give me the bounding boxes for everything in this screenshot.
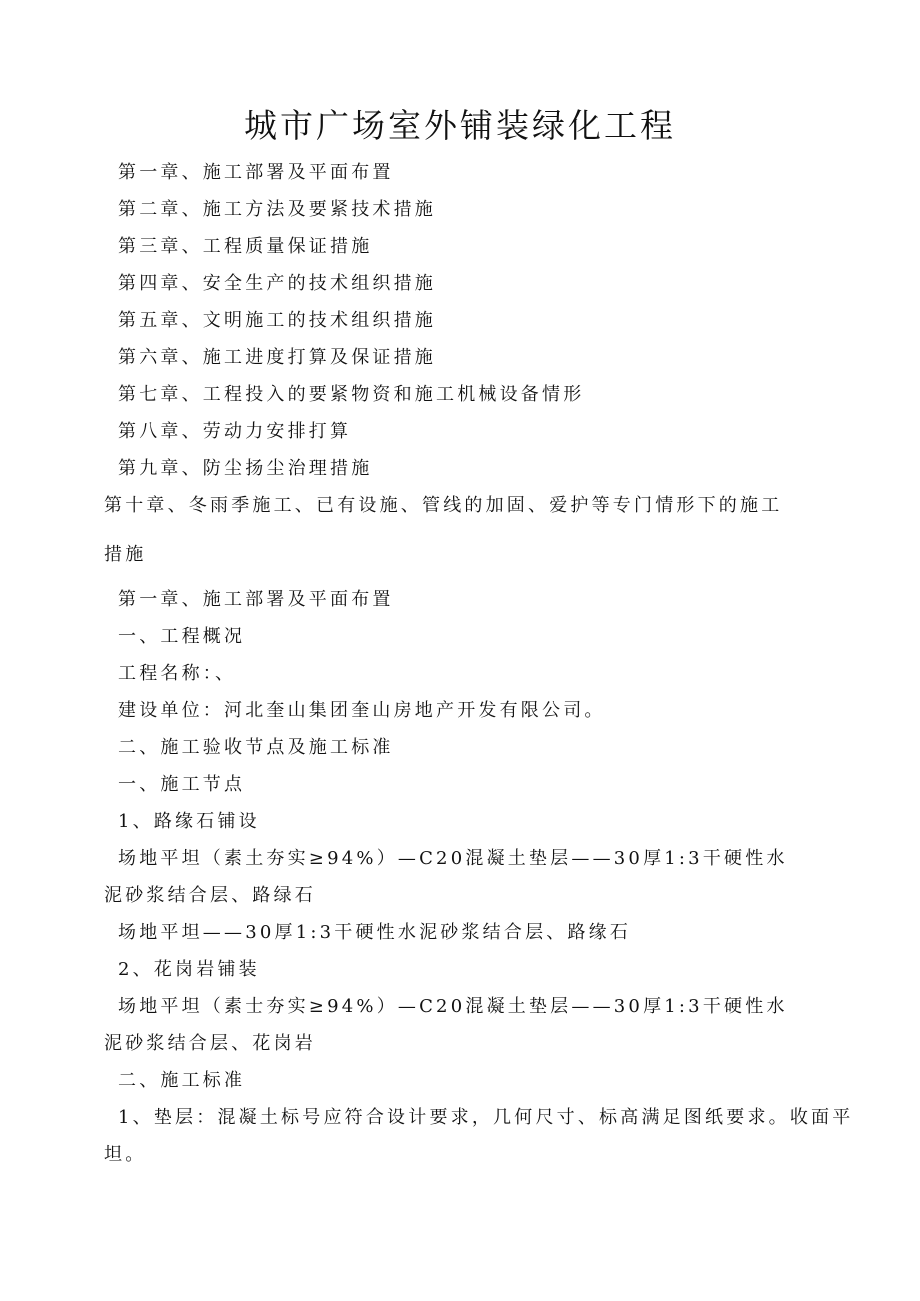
chapter-heading: 第一章、施工部署及平面布置 (118, 589, 394, 610)
toc-item-10-continued: 措施 (104, 544, 147, 565)
body-line: 建设单位：河北奎山集团奎山房地产开发有限公司。 (118, 700, 606, 721)
item-heading: 1、路缘石铺设 (118, 811, 260, 832)
document-title: 城市广场室外铺装绿化工程 (244, 106, 676, 145)
toc-item-10: 第十章、冬雨季施工、已有设施、管线的加固、爱护等专门情形下的施工 (104, 495, 783, 516)
toc-item-7: 第七章、工程投入的要紧物资和施工机械设备情形 (118, 384, 585, 405)
subsection-heading: 二、施工标准 (118, 1070, 246, 1091)
body-line-continued: 泥砂浆结合层、花岗岩 (104, 1033, 316, 1054)
toc-item-4: 第四章、安全生产的技术组织措施 (118, 273, 436, 294)
toc-item-5: 第五章、文明施工的技术组织措施 (118, 310, 436, 331)
toc-item-9: 第九章、防尘扬尘治理措施 (118, 458, 373, 479)
body-line: 工程名称：、 (118, 663, 237, 684)
body-line: 场地平坦（素士夯实≥94%）—C20混凝土垫层——30厚1:3干硬性水 (118, 996, 788, 1017)
toc-item-3: 第三章、工程质量保证措施 (118, 236, 373, 257)
toc-item-1: 第一章、施工部署及平面布置 (118, 162, 394, 183)
body-line-continued: 泥砂浆结合层、路绿石 (104, 885, 316, 906)
toc-item-8: 第八章、劳动力安排打算 (118, 421, 352, 442)
body-line: 场地平坦——30厚1:3干硬性水泥砂浆结合层、路缘石 (118, 922, 632, 943)
section-heading: 一、工程概况 (118, 626, 246, 647)
toc-item-6: 第六章、施工进度打算及保证措施 (118, 347, 436, 368)
body-line: 1、垫层：混凝土标号应符合设计要求，几何尺寸、标高满足图纸要求。收面平 (118, 1107, 854, 1128)
subsection-heading: 一、施工节点 (118, 774, 246, 795)
toc-item-2: 第二章、施工方法及要紧技术措施 (118, 199, 436, 220)
item-heading: 2、花岗岩铺装 (118, 959, 260, 980)
body-line: 场地平坦（素土夯实≥94%）—C20混凝土垫层——30厚1:3干硬性水 (118, 848, 788, 869)
body-line-continued: 坦。 (104, 1144, 147, 1165)
section-heading: 二、施工验收节点及施工标准 (118, 737, 394, 758)
